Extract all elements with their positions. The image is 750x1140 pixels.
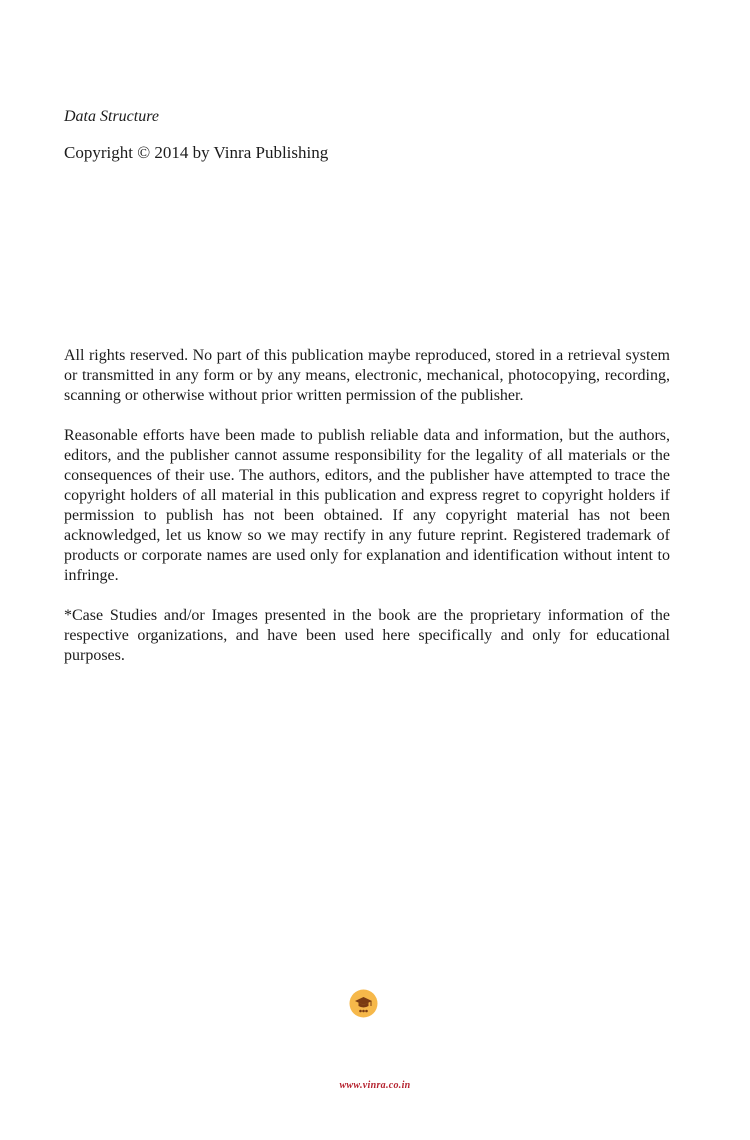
disclaimer-paragraph: Reasonable efforts have been made to publish reliable data and information, but the authors, editors, and the publisher cannot assume responsibility for the legality of all materials or the consequences of their use. The authors, editors, and the publisher have attempted to trace the copyright holders of all material in this publication and express regret to copyright holders if permission to publish has not been obtained. If any copyright material has not been acknowledged, let us know so we may rectify in any future reprint. Registered trademark of products or corporate names are used only for explanation and identification without intent to infringe. [64, 427, 670, 584]
legal-notice [64, 346, 670, 686]
case-studies-paragraph: *Case Studies and/or Images presented in the book are the proprietary information of the respective organizations, and have been used here specifically and only for educational purposes. [64, 607, 670, 664]
copyright-notice: Copyright © 2014 by Vinra Publishing [64, 143, 329, 162]
publisher-logo-icon [349, 989, 378, 1018]
publisher-website-link[interactable]: www.vinra.co.in [339, 1080, 411, 1091]
rights-reserved-paragraph: All rights reserved. No part of this publication maybe reproduced, stored in a retrieval system or transmitted in any form or by any means, electronic, mechanical, photocopying, recording, scanning or otherwise without prior written permission of the publisher. [64, 347, 670, 404]
book-title: Data Structure [64, 108, 159, 125]
